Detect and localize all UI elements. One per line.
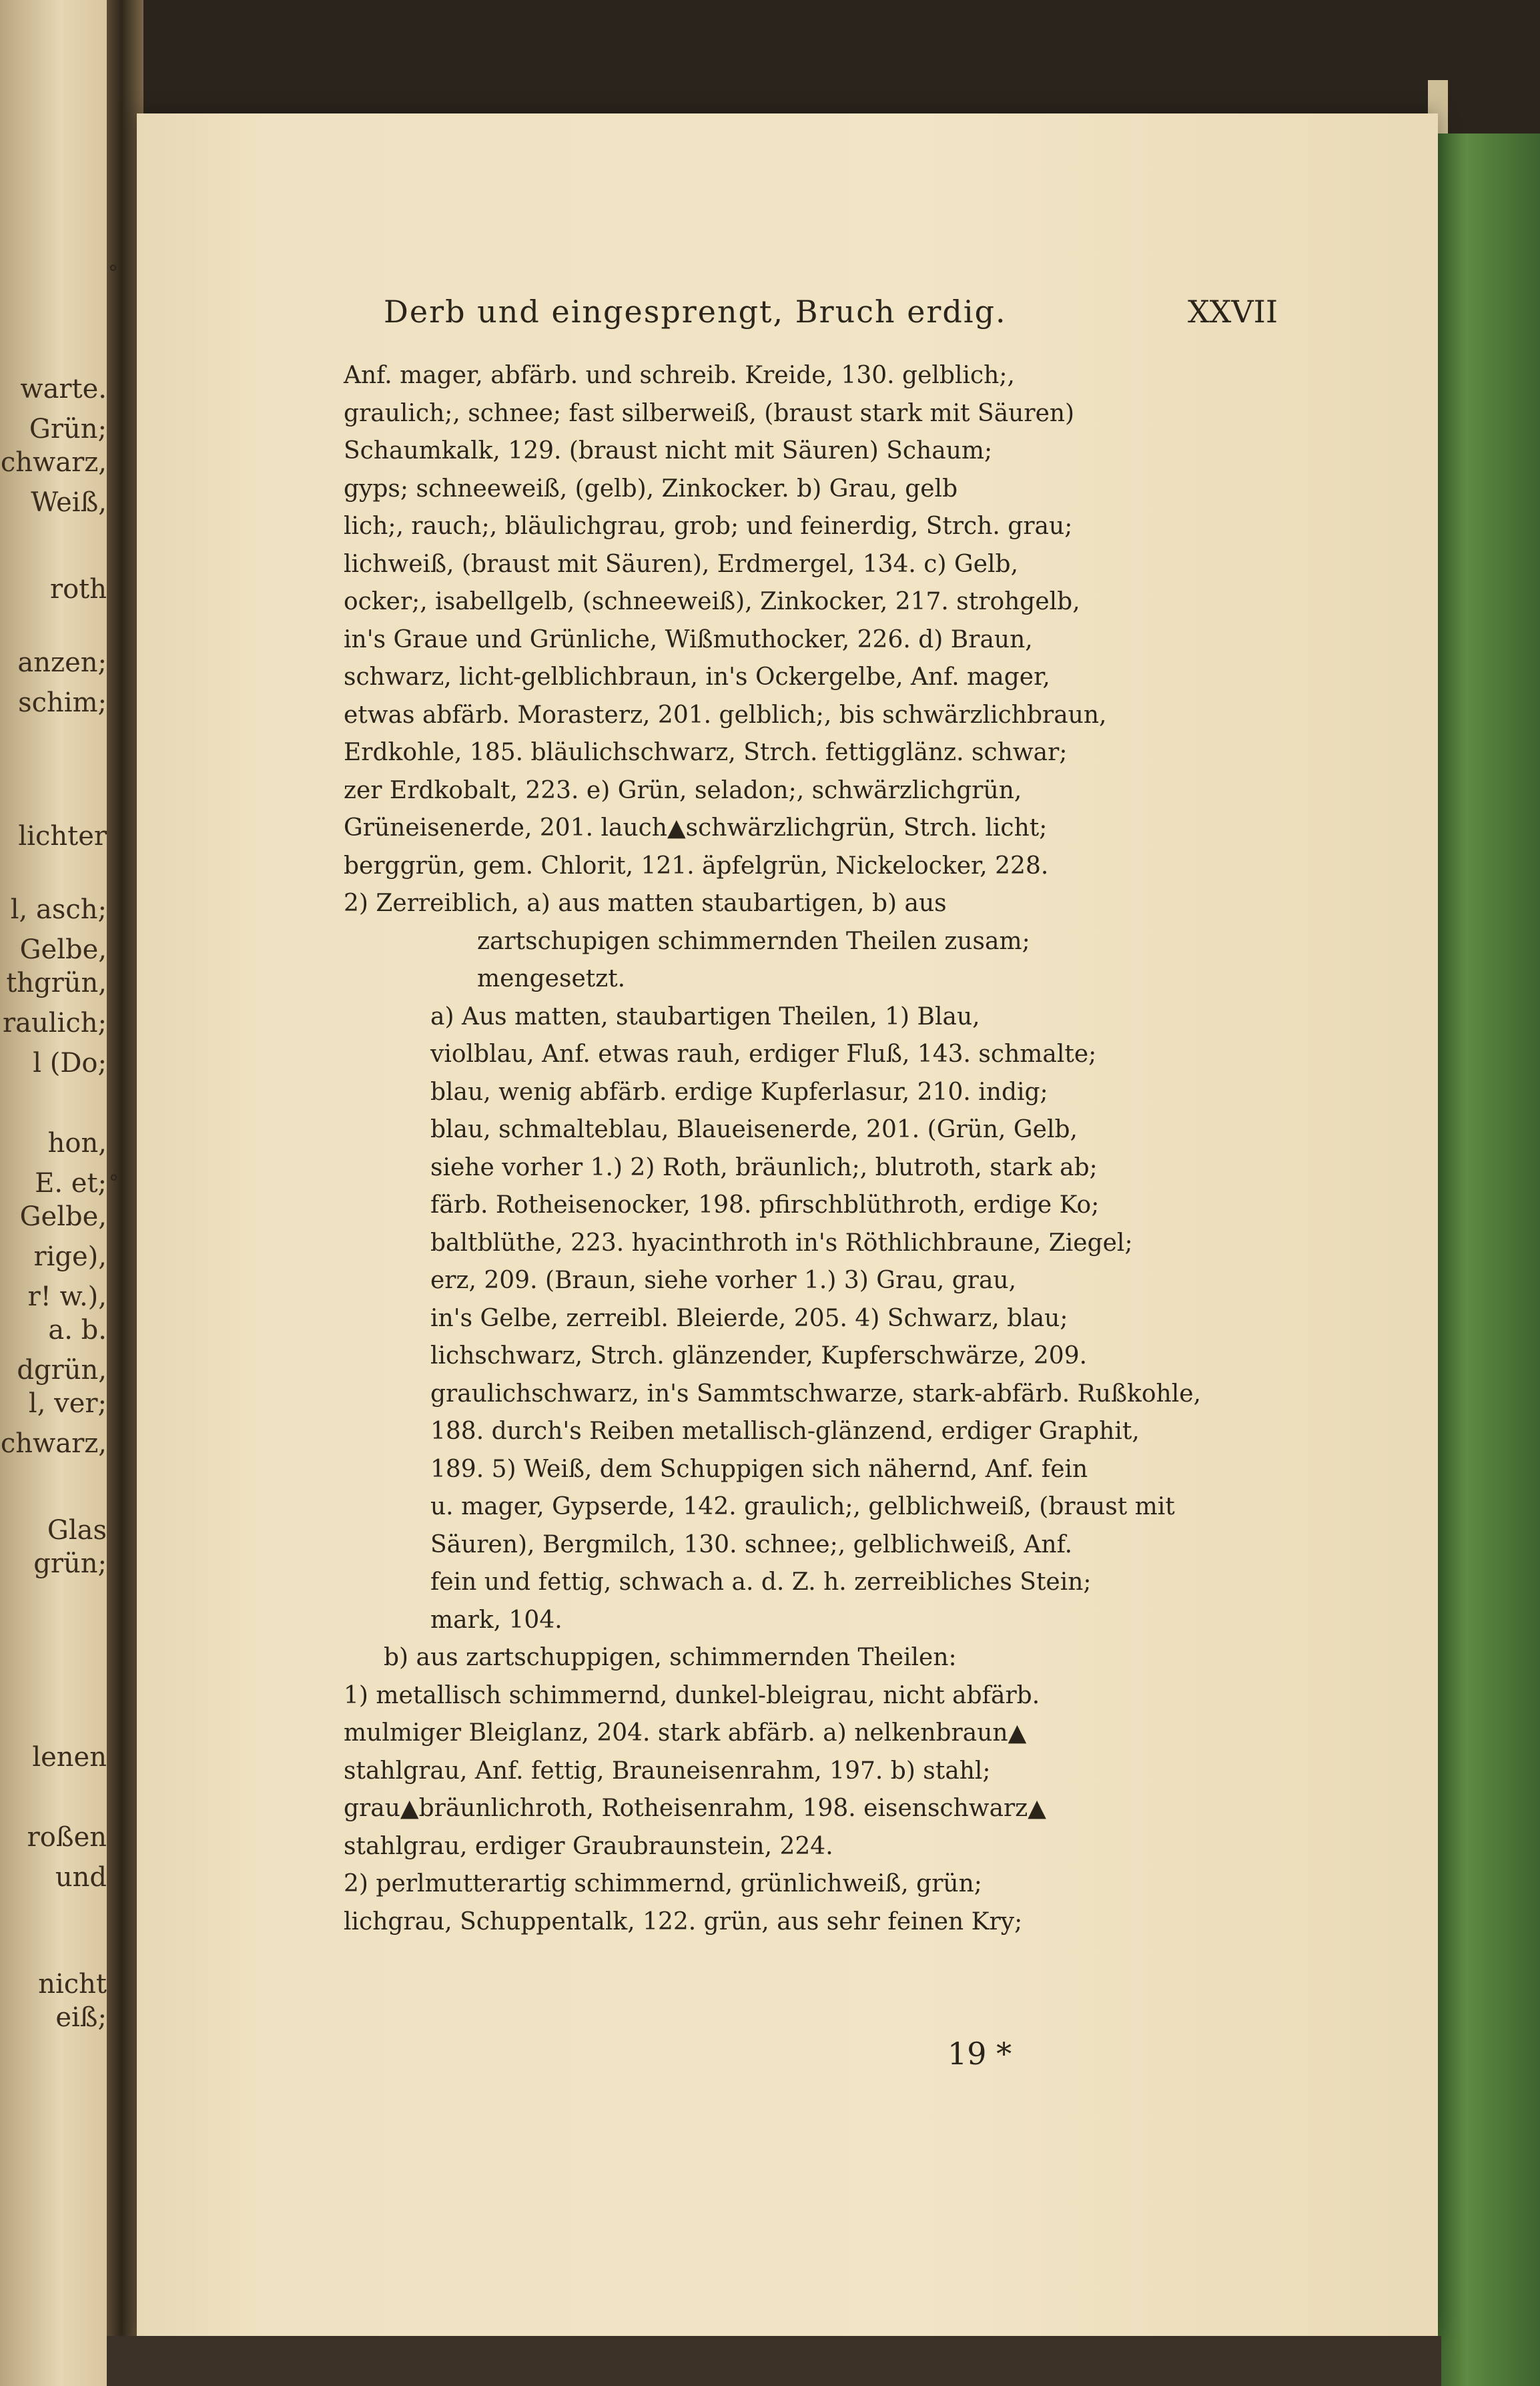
text-line: in's Gelbe, zerreibl. Bleierde, 205. 4) Schwarz, blau; <box>430 1304 1068 1332</box>
facing-page-fragment: Glas <box>47 1515 107 1546</box>
facing-page-fragment: nicht <box>38 1969 107 2000</box>
text-line: Erdkohle, 185. bläulichschwarz, Strch. fettigglänz. schwar; <box>344 739 1068 766</box>
text-line: in's Graue und Grünliche, Wißmuthocker, 226. d) Braun, <box>344 625 1033 653</box>
text-line: zer Erdkobalt, 223. e) Grün, seladon;, schwärzlichgrün, <box>344 776 1022 804</box>
page-body <box>344 357 1281 1941</box>
text-line: u. mager, Gypserde, 142. graulich;, gelblichweiß, (braust mit <box>430 1493 1175 1520</box>
text-line: 2) perlmutterartig schimmernd, grünlichweiß, grün; <box>344 1870 982 1897</box>
facing-page-fragment: grün; <box>33 1548 107 1579</box>
text-line: etwas abfärb. Morasterz, 201. gelblich;, bis schwärzlichbraun, <box>344 701 1107 729</box>
running-title: Derb und eingesprengt, Bruch erdig. <box>384 294 1007 330</box>
text-line: stahlgrau, erdiger Graubraunstein, 224. <box>344 1832 833 1860</box>
facing-page-fragment: Weiß, <box>31 487 107 518</box>
facing-page-fragment: lichter <box>18 821 107 852</box>
text-line: mulmiger Bleiglanz, 204. stark abfärb. a) nelkenbraun▲ <box>344 1719 1027 1747</box>
facing-page-fragment: eiß; <box>55 2002 107 2033</box>
text-line: erz, 209. (Braun, siehe vorher 1.) 3) Grau, grau, <box>430 1267 1017 1294</box>
text-line: zartschupigen schimmernden Theilen zusam; <box>477 927 1030 955</box>
facing-page-fragment: thgrün, <box>6 968 107 998</box>
text-line: gyps; schneeweiß, (gelb), Zinkocker. b) Grau, gelb <box>344 475 958 503</box>
text-line: ocker;, isabellgelb, (schneeweiß), Zinkocker, 217. strohgelb, <box>344 588 1080 615</box>
running-header <box>384 294 1278 340</box>
text-line: b) aus zartschuppigen, schimmernden Theilen: <box>384 1644 957 1671</box>
text-line: grau▲bräunlichroth, Rotheisenrahm, 198. eisenschwarz▲ <box>344 1795 1046 1822</box>
text-line: blau, schmalteblau, Blaueisenerde, 201. (Grün, Gelb, <box>430 1116 1078 1143</box>
text-line: violblau, Anf. etwas rauh, erdiger Fluß, 143. schmalte; <box>430 1040 1097 1068</box>
text-line: fein und fettig, schwach a. d. Z. h. zerreibliches Stein; <box>430 1568 1092 1596</box>
green-book-cover <box>1435 133 1540 2386</box>
text-line: graulichschwarz, in's Sammtschwarze, stark-abfärb. Rußkohle, <box>430 1380 1201 1408</box>
text-line: a) Aus matten, staubartigen Theilen, 1) Blau, <box>430 1002 980 1030</box>
text-line: blau, wenig abfärb. erdige Kupferlasur, 210. indig; <box>430 1078 1048 1106</box>
text-line: mark, 104. <box>430 1606 562 1634</box>
facing-page-fragment: Grün; <box>29 414 107 444</box>
text-line: graulich;, schnee; fast silberweiß, (braust stark mit Säuren) <box>344 399 1075 427</box>
facing-page-fragment: chwarz, <box>0 1428 107 1459</box>
facing-page-fragment: hon, <box>47 1128 107 1159</box>
text-line: 1) metallisch schimmernd, dunkel-bleigrau, nicht abfärb. <box>344 1681 1040 1709</box>
text-line: Säuren), Bergmilch, 130. schnee;, gelblichweiß, Anf. <box>430 1530 1073 1558</box>
facing-page-fragment: Gelbe, <box>19 934 107 965</box>
facing-page-fragment: roßen <box>27 1822 107 1853</box>
facing-page-fragment: rige), <box>33 1241 107 1272</box>
text-line: lichweiß, (braust mit Säuren), Erdmergel, 134. c) Gelb, <box>344 550 1019 578</box>
facing-page-fragment: Gelbe, <box>19 1201 107 1232</box>
text-line: lichschwarz, Strch. glänzender, Kupferschwärze, 209. <box>430 1342 1088 1370</box>
signature-mark: 19 * <box>947 2036 1012 2072</box>
text-line: baltblüthe, 223. hyacinthroth in's Röthlichbraune, Ziegel; <box>430 1229 1133 1257</box>
facing-page-fragment: E. et; <box>35 1168 107 1199</box>
book-bottom-shadow <box>107 2336 1441 2386</box>
text-line: mengesetzt. <box>477 965 626 992</box>
facing-page-fragment: chwarz, <box>0 447 107 478</box>
facing-page-fragment: raulich; <box>3 1008 107 1038</box>
facing-page-fragment: anzen; <box>17 647 107 678</box>
facing-page-fragment: schim; <box>18 687 107 718</box>
text-line: schwarz, licht-gelblichbraun, in's Ockergelbe, Anf. mager, <box>344 663 1050 691</box>
facing-page-fragment: und <box>55 1862 107 1893</box>
text-line: Schaumkalk, 129. (braust nicht mit Säuren) Schaum; <box>344 437 993 465</box>
text-line: 189. 5) Weiß, dem Schuppigen sich nähernd, Anf. fein <box>430 1455 1088 1483</box>
text-line: Grüneisenerde, 201. lauch▲schwärzlichgrün, Strch. licht; <box>344 814 1048 842</box>
facing-page-fragment: roth <box>49 574 107 605</box>
facing-page-fragment: dgrün, <box>17 1355 107 1386</box>
text-line: lichgrau, Schuppentalk, 122. grün, aus sehr feinen Kry; <box>344 1907 1023 1935</box>
text-line: berggrün, gem. Chlorit, 121. äpfelgrün, Nickelocker, 228. <box>344 852 1049 880</box>
text-line: siehe vorher 1.) 2) Roth, bräunlich;, blutroth, stark ab; <box>430 1153 1098 1181</box>
text-line: lich;, rauch;, bläulichgrau, grob; und feinerdig, Strch. grau; <box>344 513 1073 540</box>
left-margin-mark-icon: ° <box>108 262 118 285</box>
facing-page-fragment: l, ver; <box>28 1388 107 1419</box>
left-page-edge <box>0 0 110 2386</box>
facing-page-fragment: a. b. <box>48 1315 107 1346</box>
page-number: XXVII <box>1187 294 1278 330</box>
text-line: 2) Zerreiblich, a) aus matten staubartigen, b) aus <box>344 890 947 917</box>
facing-page-fragment: l, asch; <box>10 894 107 925</box>
facing-page-fragment: r! w.), <box>27 1281 107 1312</box>
facing-page-fragment: l (Do; <box>33 1048 107 1079</box>
facing-page-fragment: warte. <box>20 374 107 404</box>
text-line: stahlgrau, Anf. fettig, Brauneisenrahm, 197. b) stahl; <box>344 1757 991 1785</box>
text-line: färb. Rotheisenocker, 198. pfirschblüthroth, erdige Ko; <box>430 1191 1100 1219</box>
text-line: Anf. mager, abfärb. und schreib. Kreide, 130. gelblich;, <box>344 362 1015 389</box>
text-line: 188. durch's Reiben metallisch-glänzend, erdiger Graphit, <box>430 1418 1140 1445</box>
left-margin-mark-icon: ° <box>109 1171 119 1195</box>
facing-page-fragment: lenen <box>32 1742 107 1773</box>
